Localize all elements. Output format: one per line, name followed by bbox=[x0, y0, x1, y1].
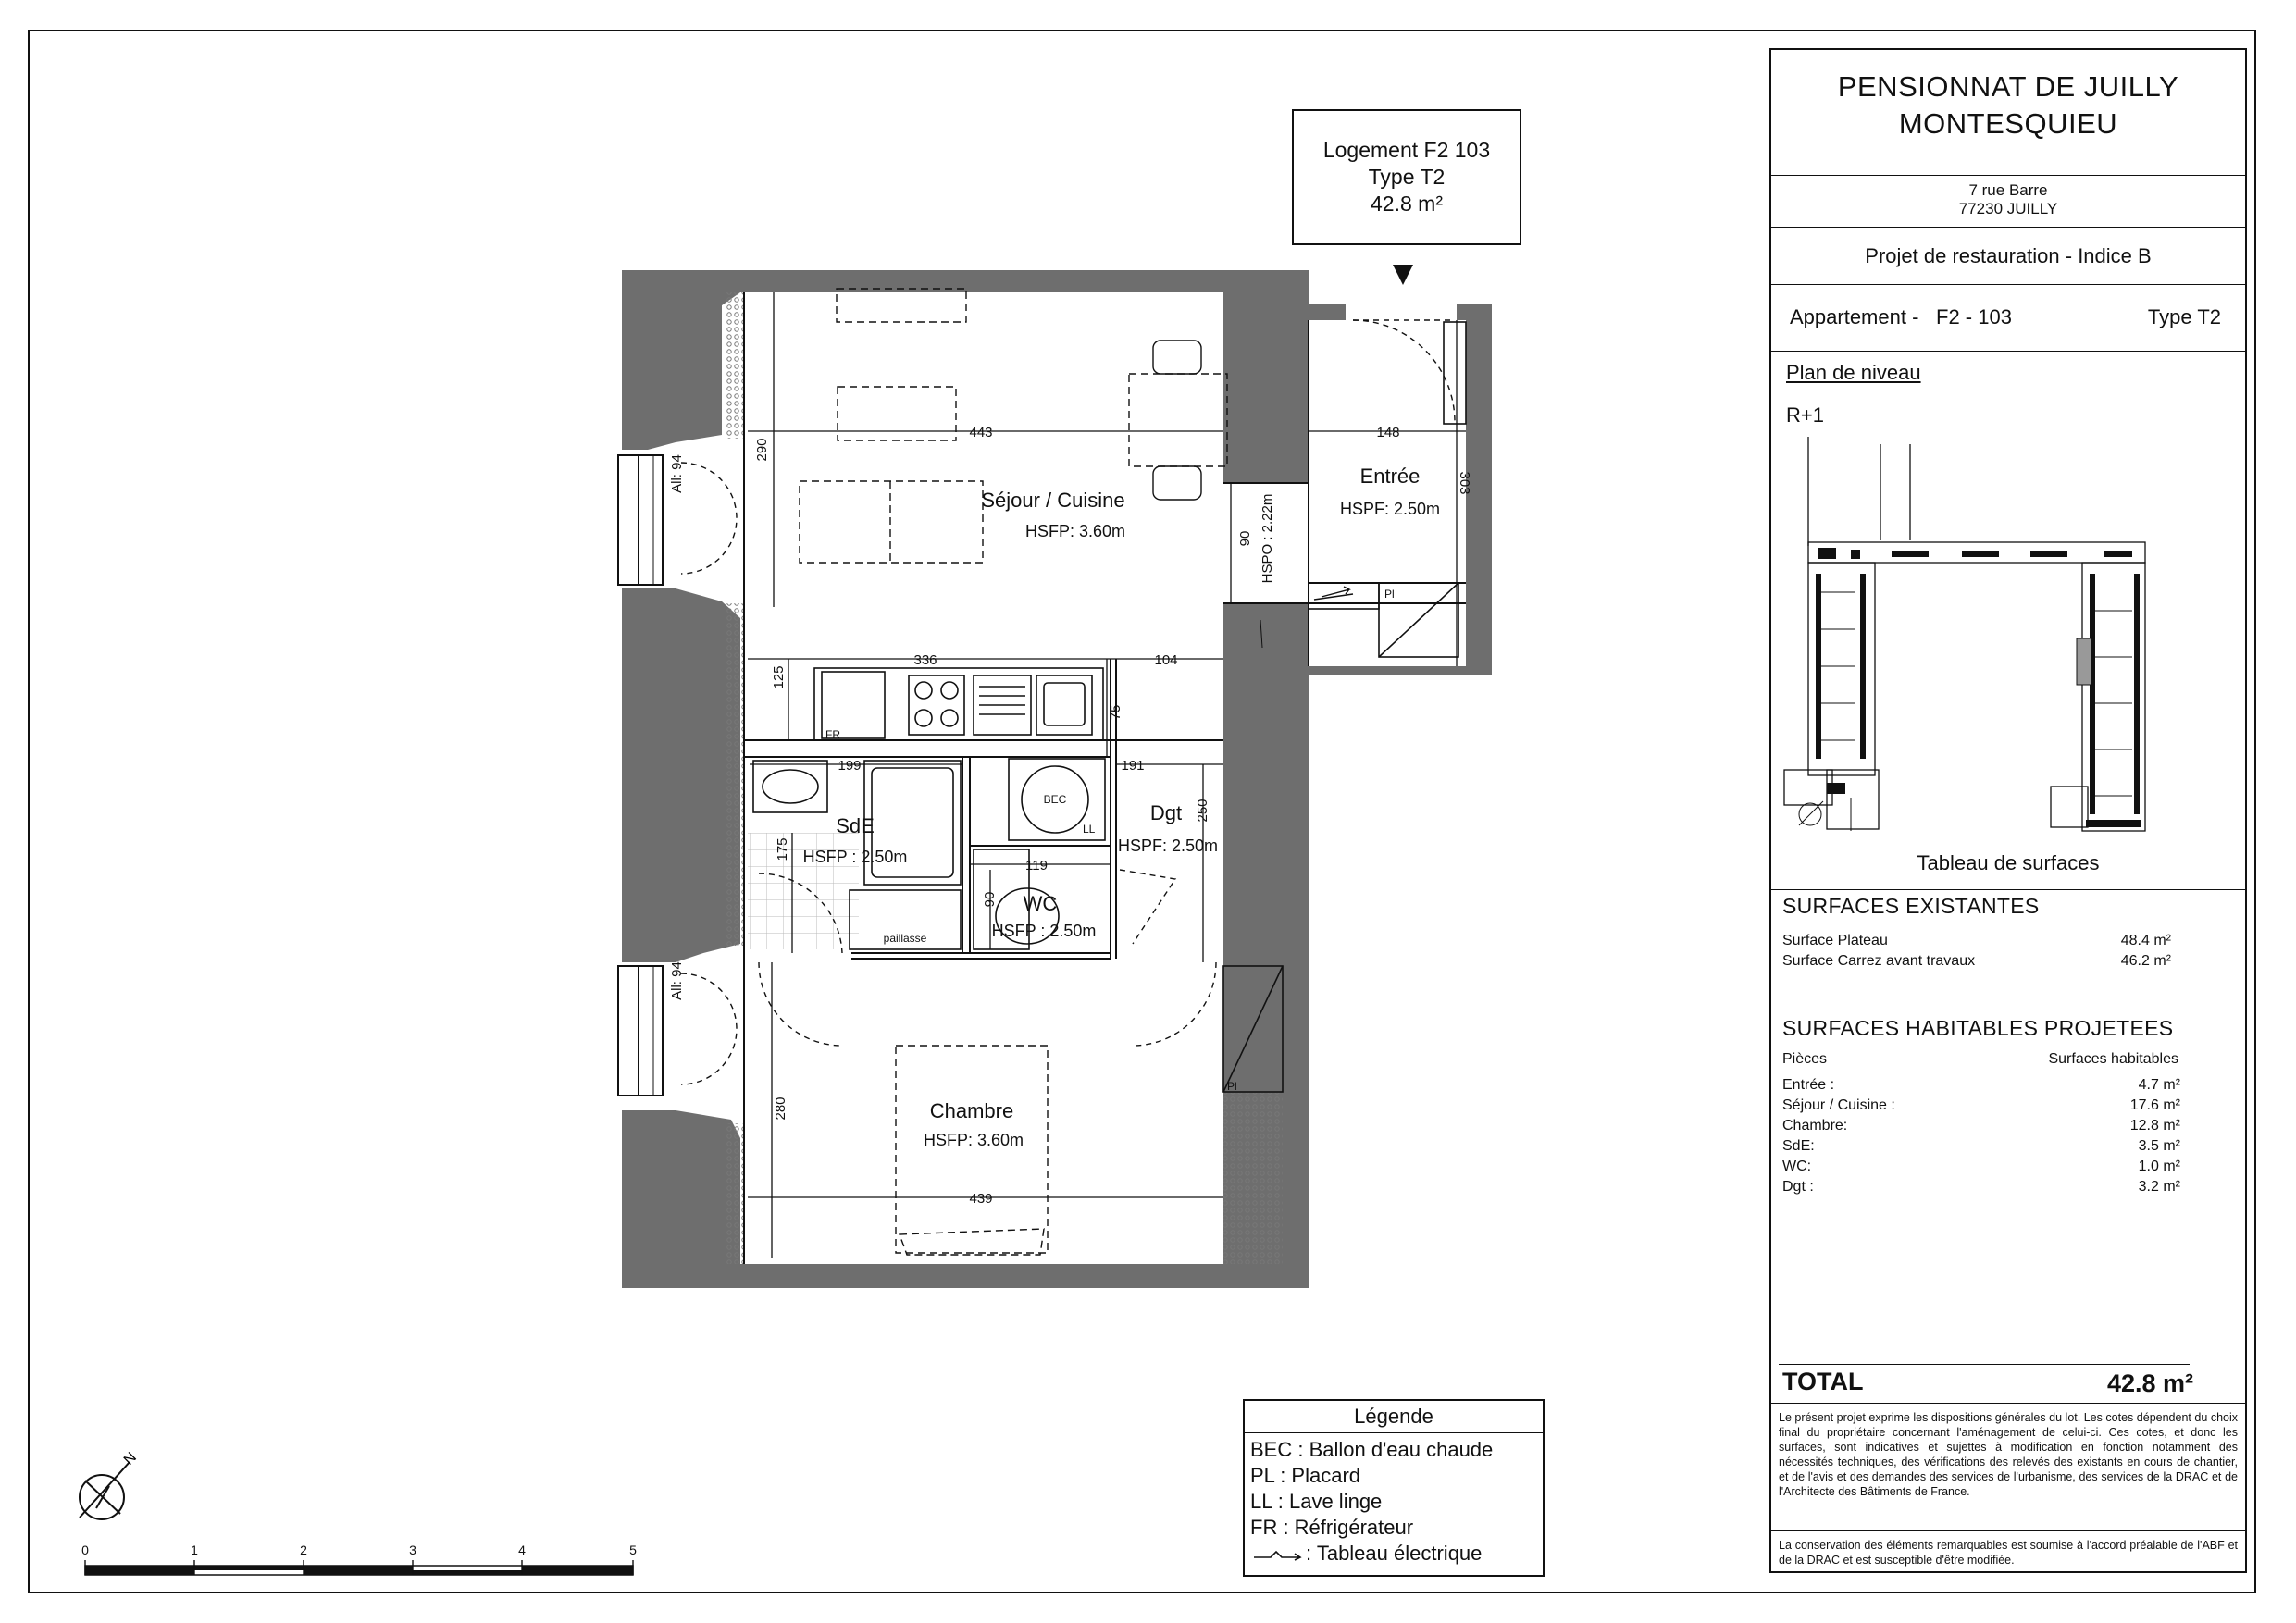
masonry-hatch bbox=[726, 603, 743, 946]
room-dgt-height: HSPF: 2.50m bbox=[1117, 836, 1219, 855]
disclaimer-divider bbox=[1771, 1403, 2245, 1404]
total-value: 42.8 m² bbox=[2106, 1369, 2193, 1397]
north-compass-icon bbox=[80, 1462, 130, 1519]
legend-title: Légende bbox=[1245, 1401, 1543, 1433]
legend-item-fr: FR : Réfrigérateur bbox=[1250, 1516, 1414, 1539]
room-wc-name: WC bbox=[1023, 892, 1058, 915]
scale-bar bbox=[81, 1542, 637, 1575]
entrance-arrow-icon bbox=[1393, 265, 1413, 285]
total-label: TOTAL bbox=[1782, 1368, 1864, 1395]
masonry-hatch bbox=[726, 292, 743, 439]
scale-tick-3: 3 bbox=[409, 1542, 416, 1557]
total-divider bbox=[1779, 1364, 2190, 1365]
room-sde-height: HSFP : 2.50m bbox=[802, 848, 908, 866]
dim-90-wc: 90 bbox=[982, 891, 998, 908]
hspo-label: HSPO : 2.22m bbox=[1260, 493, 1275, 584]
project-title bbox=[1771, 50, 2245, 176]
plan-label: Plan de niveau bbox=[1786, 361, 1921, 384]
bec-label: BEC bbox=[1043, 793, 1067, 806]
legend-item-panel bbox=[1245, 1541, 1543, 1567]
north-label: N bbox=[120, 1449, 141, 1468]
window-bottom bbox=[618, 966, 663, 1096]
project-phase-label: Projet de restauration - Indice B bbox=[1865, 244, 2152, 267]
scale-tick-0: 0 bbox=[81, 1542, 89, 1557]
entree-cupboard bbox=[1309, 322, 1466, 657]
project-title-line2: MONTESQUIEU bbox=[1898, 107, 2118, 140]
window-allege-bottom: All: 94 bbox=[669, 961, 685, 1000]
sejour-furniture bbox=[800, 289, 1227, 563]
walls bbox=[622, 270, 1492, 1288]
row-sde-value: 3.5 m² bbox=[2138, 1138, 2180, 1154]
dim-119: 119 bbox=[1025, 858, 1048, 873]
masonry-hatch bbox=[1223, 1092, 1283, 1264]
surfaces-table-header bbox=[1771, 836, 2245, 890]
row-entree-value: 4.7 m² bbox=[2138, 1077, 2180, 1093]
address-line2: 77230 JUILLY bbox=[1958, 200, 2058, 217]
row-sejour-value: 17.6 m² bbox=[2129, 1097, 2180, 1113]
dim-250: 250 bbox=[1195, 799, 1210, 823]
row-sejour-label: Séjour / Cuisine : bbox=[1782, 1097, 1895, 1113]
legend-item-panel-label: : Tableau électrique bbox=[1306, 1542, 1483, 1565]
dim-439: 439 bbox=[969, 1191, 993, 1207]
dimension-lines bbox=[748, 292, 1466, 1258]
legend-box bbox=[1243, 1399, 1545, 1577]
row-dgt-label: Dgt : bbox=[1782, 1179, 1814, 1195]
row-dgt-value: 3.2 m² bbox=[2138, 1179, 2180, 1195]
row-entree-label: Entrée : bbox=[1782, 1077, 1835, 1093]
title-block bbox=[1769, 48, 2247, 1573]
row-chambre-value: 12.8 m² bbox=[2129, 1118, 2180, 1134]
dim-303: 303 bbox=[1457, 471, 1472, 495]
ll-label: LL bbox=[1083, 823, 1096, 836]
dim-443: 443 bbox=[969, 425, 993, 440]
project-address bbox=[1771, 176, 2245, 228]
placard-label-entree: Pl bbox=[1384, 588, 1395, 601]
disclaimer2-divider bbox=[1771, 1530, 2245, 1531]
unit-name: Logement F2 103 bbox=[1322, 138, 1491, 162]
scale-tick-5: 5 bbox=[629, 1542, 637, 1557]
room-wc-height: HSFP : 2.50m bbox=[991, 922, 1097, 940]
row-sde-label: SdE: bbox=[1782, 1138, 1815, 1154]
existing-surfaces-title: SURFACES EXISTANTES bbox=[1782, 894, 2040, 918]
project-title-line1: PENSIONNAT DE JUILLY bbox=[1837, 70, 2179, 103]
row-wc-value: 1.0 m² bbox=[2138, 1158, 2180, 1174]
disclaimer-conservation: La conservation des éléments remarquables est soumise à l'accord préalable de l'ABF et de la DRAC et est susceptible d'être modifiée. bbox=[1779, 1539, 2238, 1567]
dim-104: 104 bbox=[1154, 652, 1178, 668]
col-surfaces-header: Surfaces habitables bbox=[2048, 1051, 2178, 1067]
masonry-hatch bbox=[726, 1123, 743, 1264]
level-label: R+1 bbox=[1786, 403, 1824, 427]
apartment-label: Appartement - bbox=[1790, 305, 1919, 328]
disclaimer-main: Le présent projet exprime les dispositions générales du lot. Les cotes dépendent du choix final du propriétaire concernant l'aménagement de celui-ci. Ces cotes, et donc les surfaces, sont indicatives et sujettes à modification en fonction notamment des nécessités techniques, des vérifications des relevés des existants en cours de chantier, et de l'avis et des demandes des services de l'urbanisme, des services de la DRAC et de l'Architecte des Bâtiments de France. bbox=[1779, 1411, 2238, 1498]
dim-75: 75 bbox=[1108, 704, 1123, 721]
room-entree-height: HSPF: 2.50m bbox=[1339, 500, 1441, 518]
apartment-row bbox=[1771, 285, 2245, 352]
dim-336: 336 bbox=[913, 652, 937, 668]
site-key-plan bbox=[1771, 426, 2245, 833]
room-sde-name: SdE bbox=[836, 814, 875, 837]
existing-carrez-value: 46.2 m² bbox=[2120, 953, 2171, 969]
dim-125: 125 bbox=[771, 665, 787, 689]
projected-surfaces-title: SURFACES HABITABLES PROJETEES bbox=[1782, 1016, 2174, 1040]
row-wc-label: WC: bbox=[1782, 1158, 1812, 1174]
door-swings bbox=[681, 320, 1455, 1084]
kitchen-counter bbox=[814, 668, 1103, 740]
project-phase bbox=[1771, 228, 2245, 285]
existing-plateau-label: Surface Plateau bbox=[1782, 933, 1888, 948]
dining-chairs bbox=[1153, 341, 1201, 500]
placard-label-chambre: Pl bbox=[1227, 1080, 1237, 1093]
unit-area: 42.8 m² bbox=[1371, 192, 1443, 216]
existing-carrez-label: Surface Carrez avant travaux bbox=[1782, 953, 1976, 969]
room-entree-name: Entrée bbox=[1359, 465, 1421, 488]
bed bbox=[896, 1046, 1048, 1255]
site-plan-section bbox=[1771, 352, 2245, 836]
apartment-code: F2 - 103 bbox=[1936, 305, 2012, 328]
apartment-type: Type T2 bbox=[2147, 305, 2221, 328]
room-sejour-height: HSFP: 3.60m bbox=[1024, 522, 1126, 540]
dim-175: 175 bbox=[775, 837, 790, 861]
scale-tick-1: 1 bbox=[191, 1542, 198, 1557]
electrical-panel-icon bbox=[1252, 1548, 1304, 1561]
dim-280: 280 bbox=[773, 1096, 788, 1121]
existing-plateau-value: 48.4 m² bbox=[2120, 933, 2171, 948]
dim-191: 191 bbox=[1121, 758, 1145, 774]
legend-item-bec: BEC : Ballon d'eau chaude bbox=[1250, 1438, 1494, 1461]
scale-tick-4: 4 bbox=[518, 1542, 526, 1557]
legend-item-pl: PL : Placard bbox=[1250, 1464, 1361, 1487]
room-chambre-name: Chambre bbox=[929, 1099, 1014, 1122]
window-top bbox=[618, 455, 663, 585]
row-chambre-label: Chambre: bbox=[1782, 1118, 1848, 1134]
surfaces-table-title: Tableau de surfaces bbox=[1917, 851, 2100, 874]
room-dgt-name: Dgt bbox=[1149, 801, 1183, 824]
paillasse-label: paillasse bbox=[883, 932, 927, 945]
dim-290: 290 bbox=[754, 438, 770, 462]
scale-tick-2: 2 bbox=[300, 1542, 307, 1557]
window-allege-top: All: 94 bbox=[669, 454, 685, 493]
legend-item-ll: LL : Lave linge bbox=[1250, 1490, 1383, 1513]
dim-90-passage: 90 bbox=[1237, 530, 1253, 547]
dim-199: 199 bbox=[838, 758, 862, 774]
address-line1: 7 rue Barre bbox=[1968, 181, 2048, 199]
dim-148: 148 bbox=[1376, 425, 1400, 440]
fridge-label: FR bbox=[825, 728, 840, 741]
unit-type: Type T2 bbox=[1368, 165, 1446, 189]
col-rooms-header: Pièces bbox=[1782, 1051, 1828, 1067]
room-chambre-height: HSFP: 3.60m bbox=[923, 1131, 1024, 1149]
room-sejour-name: Séjour / Cuisine bbox=[981, 489, 1125, 512]
